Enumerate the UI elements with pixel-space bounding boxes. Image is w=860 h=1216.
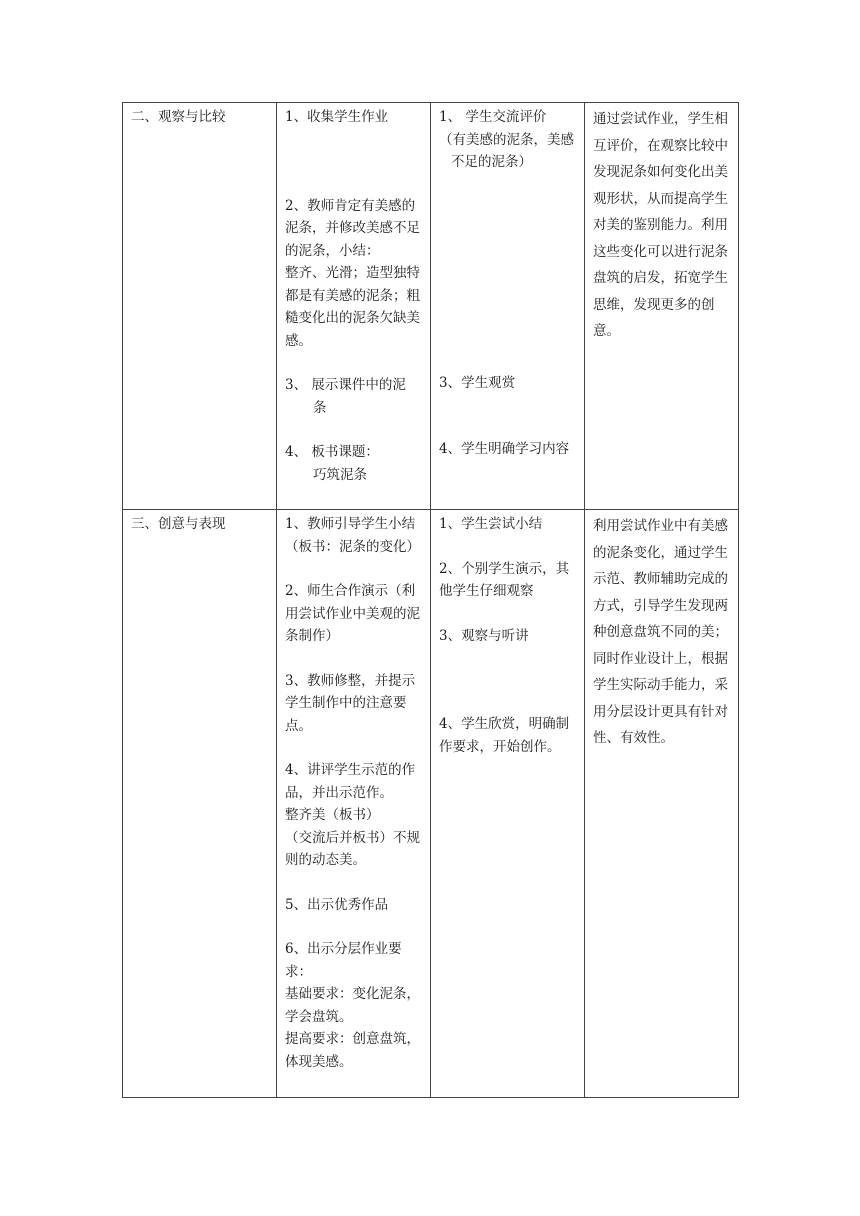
teacher-step: 3、 展示课件中的泥: [285, 377, 406, 393]
teacher-step: 2、师生合作演示（利用尝试作业中美观的泥条制作）: [285, 583, 420, 644]
section-cell: [123, 510, 277, 1098]
design-intent-cell: [585, 103, 739, 510]
design-intent: 通过尝试作业，学生相互评价，在观察比较中发现泥条如何变化出美观形状，从而提高学生对美的鉴别能力。利用这些变化可以进行泥条盘筑的启发，拓宽学生思维，发现更多的创意。: [593, 111, 728, 339]
teacher-step: 巧筑泥条: [313, 466, 367, 483]
section-title: 二、观察与比较: [131, 109, 226, 125]
student-step: 1、学生尝试小结: [439, 516, 543, 532]
teacher-step: 3、教师修整，并提示学生制作中的注意要点。: [285, 672, 416, 734]
teacher-step: （交流后并板书）不规则的动态美。: [285, 829, 420, 868]
teacher-activity-cell: [277, 103, 431, 510]
student-step: 3、观察与听讲: [439, 627, 529, 644]
design-intent: 利用尝试作业中有美感的泥条变化，通过学生示范、教师辅助完成的方式，引导学生发现两种创意盘筑不同的美；同时作业设计上，根据学生实际动手能力，采用分层设计更具有针对性、有效性。: [593, 518, 728, 746]
table-row: [123, 103, 739, 510]
teacher-step: 整齐美（板书）: [285, 807, 380, 823]
teacher-step: 条: [313, 399, 327, 416]
student-activity-cell: [431, 510, 585, 1098]
student-step: 2、个别学生演示，其他学生仔细观察: [439, 560, 570, 599]
student-step: 4、学生明确学习内容: [439, 441, 570, 457]
student-step: 1、 学生交流评价: [439, 109, 547, 125]
teacher-step: 整齐、光滑；造型独特都是有美感的泥条；粗糙变化出的泥条欠缺美感。: [285, 265, 420, 349]
teacher-step: 提高要求：创意盘筑，体现美感。: [285, 1031, 420, 1070]
teacher-step: 6、出示分层作业要求：: [285, 941, 402, 980]
teacher-step: 2、教师肯定有美感的泥条，并修改美感不足的泥条，小结：: [285, 197, 420, 259]
table-row: [123, 510, 739, 1098]
lesson-plan-table: [122, 102, 739, 1098]
teacher-step: 5、出示优秀作品: [285, 896, 389, 913]
student-step: 4、学生欣赏，明确制作要求，开始创作。: [439, 716, 570, 755]
section-cell: [123, 103, 277, 510]
teacher-step: 基础要求：变化泥条，学会盘筑。: [285, 986, 420, 1025]
teacher-activity-cell: [277, 510, 431, 1098]
teacher-step: 4、 板书课题：: [285, 444, 379, 460]
teacher-step: 1、收集学生作业: [285, 109, 389, 125]
section-title: 三、创意与表现: [131, 516, 226, 532]
student-step: （有美感的泥条，美感不足的泥条）: [439, 131, 574, 170]
student-step: 3、学生观赏: [439, 374, 516, 391]
teacher-step: 4、讲评学生示范的作品，并出示范作。: [285, 762, 416, 801]
student-activity-cell: [431, 103, 585, 510]
design-intent-cell: [585, 510, 739, 1098]
teacher-step: 1、教师引导学生小结（板书：泥条的变化）: [285, 516, 420, 555]
